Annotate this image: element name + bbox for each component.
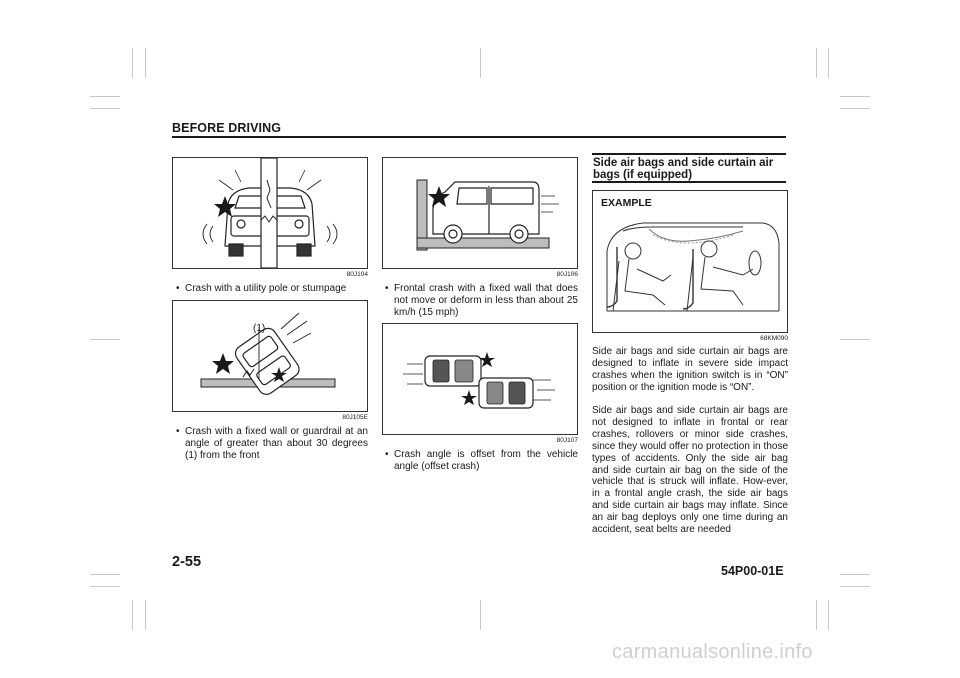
bullet-glyph: • bbox=[385, 449, 389, 460]
section-rule-top bbox=[592, 153, 786, 155]
crop-mark bbox=[90, 339, 120, 340]
figure-code: 80J105E bbox=[342, 414, 368, 421]
angle-label: (1) bbox=[253, 323, 266, 334]
section-rule-bottom bbox=[592, 181, 786, 183]
crop-mark bbox=[90, 574, 120, 575]
angle-wall-crash-illustration bbox=[173, 301, 367, 411]
crop-mark bbox=[132, 600, 133, 630]
bullet-glyph: • bbox=[176, 283, 180, 294]
crop-mark bbox=[816, 600, 817, 630]
crop-mark bbox=[840, 574, 870, 575]
figure-angle-wall-crash bbox=[172, 300, 368, 412]
bullet-text: Crash angle is offset from the vehicle angle (offset crash) bbox=[394, 449, 578, 472]
bullet-glyph: • bbox=[176, 426, 180, 437]
crop-mark bbox=[145, 48, 146, 78]
bullet-item bbox=[385, 449, 578, 473]
bullet-item bbox=[385, 283, 578, 319]
bullet-text: Crash with a utility pole or stumpage bbox=[185, 283, 347, 294]
bullet-item bbox=[176, 426, 368, 462]
crop-mark bbox=[828, 48, 829, 78]
figure-code: 80J104 bbox=[346, 271, 368, 278]
figure-code: 80J106 bbox=[556, 271, 578, 278]
crop-mark bbox=[840, 96, 870, 97]
figure-code: 68KM090 bbox=[760, 335, 788, 342]
bullet-glyph: • bbox=[385, 283, 389, 294]
watermark: carmanualsonline.info bbox=[612, 641, 813, 663]
section-title: Side air bags and side curtain air bags (if equipped) bbox=[593, 157, 774, 181]
figure-offset-crash bbox=[382, 323, 578, 435]
bullet-item bbox=[176, 283, 368, 295]
crop-mark bbox=[90, 96, 120, 97]
crop-mark bbox=[90, 108, 120, 109]
figure-frontal-wall-crash bbox=[382, 157, 578, 269]
crop-mark bbox=[816, 48, 817, 78]
crop-mark bbox=[840, 339, 870, 340]
page-header-title: BEFORE DRIVING bbox=[172, 121, 282, 135]
crop-mark bbox=[480, 600, 481, 630]
crop-mark bbox=[840, 108, 870, 109]
crop-mark bbox=[840, 586, 870, 587]
figure-side-airbags bbox=[592, 190, 788, 333]
frontal-wall-crash-illustration bbox=[383, 158, 577, 268]
paragraph: Side air bags and side curtain air bags are not designed to inflate in frontal or rear crashes, rollovers or minor side crashes, since they would offer no protection in those types of accidents. Only the side air bag and side curtain air bag on the side of the vehicle that is struck will inflate. How-ever, in a frontal angle crash, the side air bags and side curtain air bags may inflate. Since an air bag deploys only one time during an accident, seat belts are needed bbox=[592, 405, 788, 536]
offset-crash-illustration bbox=[383, 324, 577, 434]
crop-mark bbox=[828, 600, 829, 630]
bullet-text: Crash with a fixed wall or guardrail at an angle of greater than about 30 degrees (1) from the front bbox=[185, 426, 368, 461]
crop-mark bbox=[90, 586, 120, 587]
crop-mark bbox=[480, 48, 481, 78]
side-airbag-illustration bbox=[593, 191, 787, 332]
utility-pole-crash-illustration bbox=[173, 158, 367, 268]
figure-label: EXAMPLE bbox=[601, 197, 652, 209]
document-code: 54P00-01E bbox=[721, 564, 784, 578]
figure-utility-pole-crash bbox=[172, 157, 368, 269]
page-number: 2-55 bbox=[172, 554, 202, 570]
crop-mark bbox=[132, 48, 133, 78]
header-rule bbox=[172, 136, 786, 138]
bullet-text: Frontal crash with a fixed wall that does not move or deform in less than about 25 km/h (15 mph) bbox=[394, 283, 578, 318]
paragraph: Side air bags and side curtain air bags are designed to inflate in severe side impact crashes when the ignition switch is in “ON” position or the ignition mode is “ON”. bbox=[592, 346, 788, 393]
figure-code: 80J107 bbox=[556, 437, 578, 444]
crop-mark bbox=[145, 600, 146, 630]
